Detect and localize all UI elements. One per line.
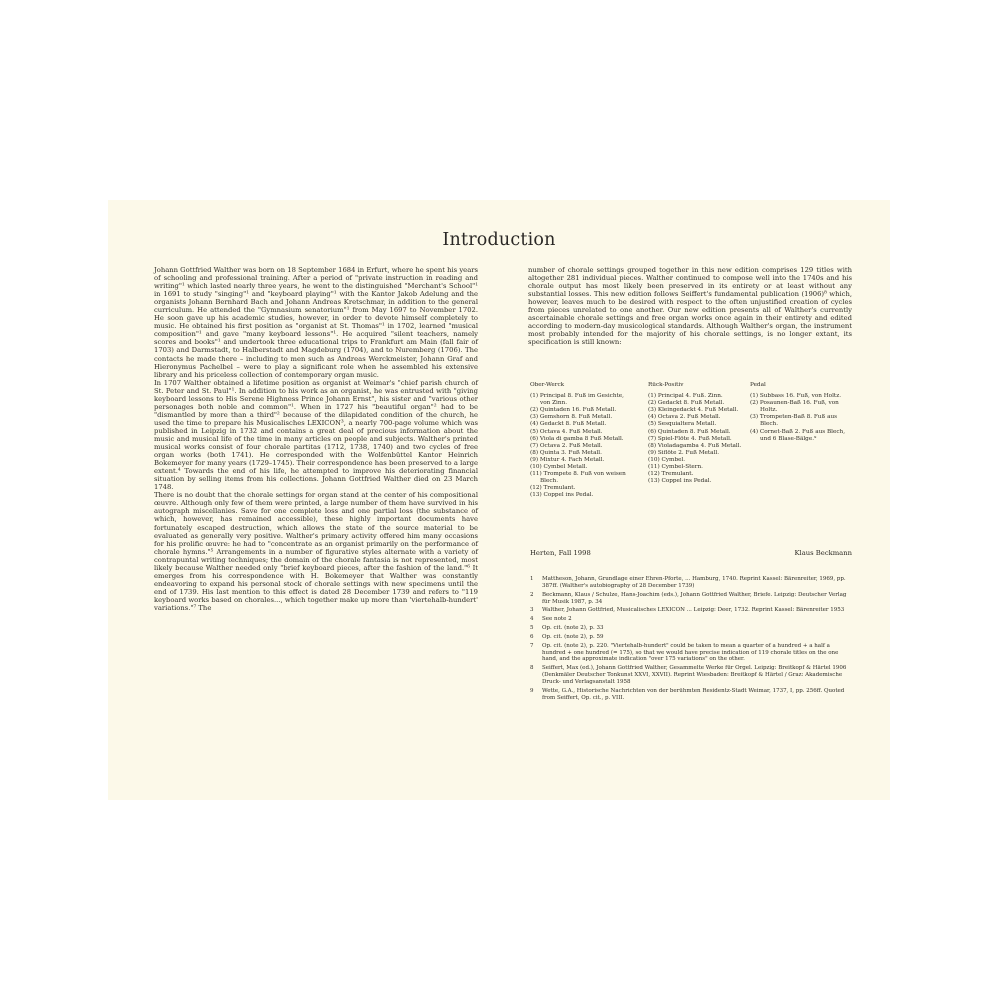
footnote-text: Op. cit. (note 2), p. 33 xyxy=(542,625,604,632)
footnote-text: Mattheson, Johann, Grundlage einer Ehren-Pforte, ... Hamburg, 1740. Reprint Kassel: Bärenreiter, 1969, pp. 387ff. (Walther's autobiography of 28 December 1739) xyxy=(542,576,846,589)
stop-entry: (5) Octava 4. Fuß Metall. xyxy=(530,428,603,435)
stop-entry: (4) Cornet-Baß 2. Fuß aus Blech, und 6 Blase-Bälge.⁹ xyxy=(750,428,846,442)
footnote-text: See note 2 xyxy=(542,616,572,623)
footnote-number: 8 xyxy=(530,665,534,672)
footnote xyxy=(528,616,852,623)
footnote-number: 3 xyxy=(530,607,534,614)
footnote xyxy=(528,643,852,664)
stop-entry: (10) Cymbel Metall. xyxy=(530,464,588,471)
footnotes xyxy=(528,576,852,702)
stop-entry: (9) Siflöte 2. Fuß Metall. xyxy=(648,449,720,456)
paragraph-weimar: In 1707 Walther obtained a lifetime position as organist at Weimar's "chief parish church of St. Peter and St. Paul"¹. In addition to his work as an organist, he was entrusted with "giving keyboard lessons to His Serene Highness Prince Johann Ernst", his sister and "various other personages both noble and common"¹. When in 1727 his "beautiful organ"² had to be "dismantled by more than a third"² because of the dilapidated condition of the church, he used the time to prepare his Musicalisches LEXICON³, a nearly 700-page volume which was published in Leipzig in 1732 and contains a great deal of precious information about the music and musical life of the time in many articles on people and subjects. Walther's printed musical works consist of four chorale partitas (1712, 1738, 1740) and two cycles of free organ works (both 1741). He corresponded with the Wolfenbüttel Kantor Heinrich Bokemeyer for many years (1729–1745). Their correspondence has been preserved to a large extent.⁴ Towards the end of his life, he attempted to improve his deteriorating financial situation by selling items from his collections. Johann Gottfried Walther died on 23 March 1748. xyxy=(154,378,478,492)
stop-entry: (11) Cymbel-Stern. xyxy=(648,464,703,471)
footnote-number: 7 xyxy=(530,642,534,649)
footnote-number: 1 xyxy=(530,576,534,582)
footnote-number: 9 xyxy=(530,687,534,694)
stop-entry: (8) Quinta 3. Fuß Metall. xyxy=(530,449,602,456)
footnote xyxy=(528,607,852,614)
stop-entry: (13) Coppel ins Pedal. xyxy=(530,492,594,499)
stop-entry: (2) Quintaden 16. Fuß Metall. xyxy=(530,407,617,414)
stop-entry: (4) Gedackt 8. Fuß Metall. xyxy=(530,421,607,428)
stop-entry: (9) Mixtur 4. Fach Metall. xyxy=(530,456,605,463)
division-heading: Rück-Positiv xyxy=(648,382,684,388)
page-title: Introduction xyxy=(442,230,556,250)
stop-entry: (3) Kleingedackt 4. Fuß Metall. xyxy=(648,407,739,414)
footnote-text: Wette, G.A., Historische Nachrichten von der berühmten Residentz-Stadt Weimar, 1737, I, pp. 256ff. Quoted from Seiffert, Op. cit., p. VIII. xyxy=(542,687,845,701)
stop-entry: (12) Tremulant. xyxy=(530,485,576,492)
footnote-text: Op. cit. (note 2), p. 59 xyxy=(542,633,604,640)
stop-entry: (12) Tremulant. xyxy=(648,471,694,478)
signature-author: Klaus Beckmann xyxy=(794,549,852,557)
stop-entry: (7) Octava 2. Fuß Metall. xyxy=(530,442,603,449)
right-column xyxy=(528,266,852,346)
footnote xyxy=(528,625,852,632)
stop-entry: (11) Trompete 8. Fuß von weisen Blech. xyxy=(530,471,626,485)
division-heading: Ober-Werck xyxy=(530,382,565,388)
stop-entry: (3) Trompeten-Baß 8. Fuß aus Blech. xyxy=(750,414,838,428)
division-pedal xyxy=(750,382,850,443)
stop-entry: (5) Sesquialtera Metall. xyxy=(648,421,717,428)
division-rueck-positiv xyxy=(648,382,752,485)
footnote xyxy=(528,688,852,702)
stop-entry: (3) Gemshorn 8. Fuß Metall. xyxy=(530,414,613,421)
footnote xyxy=(528,634,852,641)
footnote-text: Seiffert, Max (ed.), Johann Gottfried Walther, Gesammelte Werke für Orgel. Leipzig: Breitkopf & Härtel 1906 (Denkmäler Deutscher Tonkunst XXVI, XXVII). Reprint Wiesbaden: Breitkopf & Härtel / Graz: Akademische Druck- und Verlagsanstalt 1958 xyxy=(542,665,847,685)
footnote-number: 5 xyxy=(530,625,534,632)
footnote-number: 2 xyxy=(530,591,534,598)
footnote xyxy=(528,576,852,590)
stop-entry: (7) Spiel-Flöte 4. Fuß Metall. xyxy=(648,435,732,442)
footnote-number: 4 xyxy=(530,616,534,623)
footnote-text: Walther, Johann Gottfried, Musicalisches LEXICON ... Leipzig: Deer, 1732. Reprint Kassel: Bärenreiter 1953 xyxy=(542,607,845,614)
stop-entry: (6) Viola di gamba 8 Fuß Metall. xyxy=(530,435,624,442)
stop-entry: (1) Principal 4. Fuß. Zinn. xyxy=(648,393,723,400)
stop-entry: (10) Cymbel. xyxy=(648,456,686,463)
division-ober-werck xyxy=(530,382,634,500)
stop-entry: (8) Violadagamba 4. Fuß Metall. xyxy=(648,442,742,449)
stop-entry: (6) Quintaden 8. Fuß Metall. xyxy=(648,428,731,435)
paragraph-early-life: Johann Gottfried Walther was born on 18 September 1684 in Erfurt, where he spent his years of schooling and professional training. After a period of "private instruction in reading and writing"¹ which lasted nearly three years, he went to the distinguished "Merchant's School"¹ in 1691 to study "singing"¹ and "keyboard playing"¹ with the Kantor Jakob Adelung and the organists Johann Bernhard Bach and Johann Andreas Kretschmar, in addition to the general curriculum. He attended the "Gymnasium senatorium"¹ from May 1697 to November 1702. He soon gave up his academic studies, however, in order to devote himself completely to music. He obtained his first position as "organist at St. Thomas"¹ in 1702, learned "musical composition"¹ and gave "many keyboard lessons"¹. He acquired "silent teachers, namely scores and books"¹ and undertook three educational trips to Frankfurt am Main (fall fair of 1703) and Darmstadt, to Halberstadt and Magdeburg (1704), and to Nuremberg (1706). The contacts he made there – including to men such as Andreas Werckmeister, Johann Graf and Hieronymus Pachelbel – were to play a significant role when he assembled his extensive library and his priceless collection of contemporary organ music. xyxy=(154,266,478,379)
book-page xyxy=(108,200,890,800)
stop-entry: (1) Principal 8. Fuß im Gesichte, von Zinn. xyxy=(530,393,624,407)
stop-entry: (13) Coppel ins Pedal. xyxy=(648,478,712,485)
paragraph-new-edition: number of chorale settings grouped together in this new edition comprises 129 titles with altogether 281 individual pieces. Walther continued to compose well into the 1740s and his chorale output has most likely been preserved in its entirety or at least without any substantial losses. This new edition follows Seiffert's fundamental publication (1906)⁸ which, however, leaves much to be desired with respect to the often unjustified creation of cycles from pieces unrelated to one another. Our new edition presents all of Walther's currently ascertainable chorale settings and free organ works once again in their entirety and edited according to modern-day musicological standards. Although Walther's organ, the instrument most probably intended for the majority of his chorale settings, is no longer extant, its specification is still known: xyxy=(528,266,852,347)
stop-entry: (4) Octava 2. Fuß Metall. xyxy=(648,414,721,421)
stop-entry: (2) Gedackt 8. Fuß Metall. xyxy=(648,400,725,407)
stop-entry: (2) Posaunen-Baß 16. Fuß, von Holtz. xyxy=(750,400,839,414)
footnote-text: Op. cit. (note 2), p. 220. "Viertehalb-hundert" could be taken to mean a quarter of a hundred + a half a hundred + one hundred (= 175), so that we would have precise indication of 119 chorale titles on the one hand, and the approximate indication "over 175 variations" on the other. xyxy=(542,642,839,663)
footnote-number: 6 xyxy=(530,633,534,640)
division-heading: Pedal xyxy=(750,382,766,388)
footnote-text: Beckmann, Klaus / Schulze, Hans-Joachim (eds.), Johann Gottfried Walther, Briefe. Leipzig: Deutscher Verlag für Musik 1987, p. 34 xyxy=(542,591,847,605)
left-column xyxy=(154,266,478,612)
paragraph-chorale-settings: There is no doubt that the chorale settings for organ stand at the center of his compositional œuvre. Although only few of them were printed, a large number of them have survived in his autograph miscellanies. Save for one complete loss and one partial loss (the substance of which, however, has remained accessible), these highly important documents have fortunately escaped destruction, which allows the state of the source material to be evaluated as generally very positive. Walther's primary activity offered him many occasions for his prolific œuvre: he had to "concentrate as an organist primarily on the performance of chorale hymns."⁵ Arrangements in a number of figurative styles alternate with a variety of contrapuntal writing techniques; the domain of the chorale fantasia is not represented, most likely because Walther needed only "brief keyboard pieces, after the fashion of the land."⁶ It emerges from his correspondence with H. Bokemeyer that Walther was constantly endeavoring to expand his personal stock of chorale settings with new specimens until the end of 1739. His last mention to this effect is dated 28 December 1739 and refers to "119 keyboard works based on chorales..., which together make up more than 'viertehalb-hundert' variations."⁷ The xyxy=(154,491,478,612)
footnote xyxy=(528,592,852,606)
stop-entry: (1) Subbass 16. Fuß, von Holtz. xyxy=(750,393,842,400)
signature-place-date: Herten, Fall 1998 xyxy=(530,549,591,557)
footnote xyxy=(528,665,852,686)
